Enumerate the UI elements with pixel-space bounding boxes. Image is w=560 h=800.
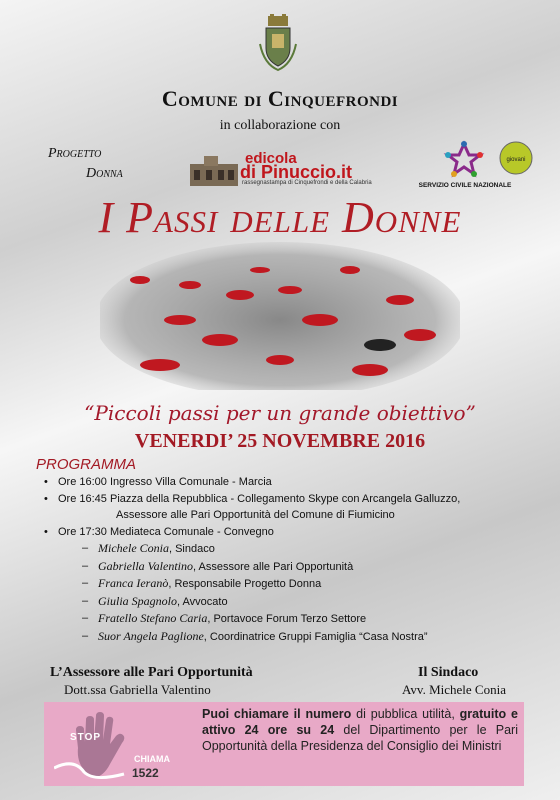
speaker-role: , Assessore alle Pari Opportunità [193, 560, 354, 573]
assessore-title: L’Assessore alle Pari Opportunità [50, 665, 253, 680]
project-label-line1: Progetto [48, 146, 102, 161]
hotline-text-bold2: gratuito e attivo 24 ore su 24 [202, 707, 518, 737]
program-item-skype: • Ore 16:45 Piazza della Repubblica - Collegamento Skype con Arcangela Galluzzo, [44, 491, 460, 508]
speaker-item [44, 540, 460, 558]
building-icon [190, 154, 238, 186]
chiama-label: CHIAMA [134, 754, 170, 764]
municipal-crest-icon [258, 14, 298, 74]
speaker-role: , Portavoce Forum Terzo Settore [207, 613, 367, 625]
speaker-role: , Avvocato [177, 595, 228, 608]
program-item-skype-cont: Assessore alle Pari Opportunità del Comune di Fiumicino [116, 509, 395, 521]
speaker-item [44, 575, 460, 593]
hotline-banner [44, 702, 524, 786]
hand-stop-icon [54, 708, 144, 782]
speaker-item [44, 610, 460, 628]
sindaco-name: Avv. Michele Conia [402, 682, 506, 697]
speaker-name: Franca Ieranò [98, 576, 169, 590]
stop-label: STOP [70, 732, 102, 743]
speaker-item [44, 628, 460, 646]
program-item-convegno: • Ore 17:30 Mediateca Comunale - Convegno [44, 524, 460, 541]
speaker-name: Suor Angela Paglione [98, 628, 204, 643]
hotline-text-bold1: Puoi chiamare il numero [202, 707, 352, 721]
hotline-text-part2: del Dipartimento per le Pari Opportunità della Presidenza del Consiglio dei Ministri [202, 723, 518, 753]
speaker-role: , Responsabile Progetto Donna [168, 578, 322, 590]
servizio-civile-label: SERVIZIO CIVILE NAZIONALE [418, 182, 512, 189]
program-item-marcia: • Ore 16:00 Ingresso Villa Comunale - Marcia [44, 474, 460, 491]
event-date: VENERDI’ 25 NOVEMBRE 2016 [134, 430, 426, 452]
speaker-role: , Coordinatrice Gruppi Famiglia “Casa Nostra” [203, 630, 428, 643]
edicola-logo [190, 150, 372, 190]
event-title: I Passi delle Donne [98, 193, 462, 242]
speaker-name: Gabriella Valentino [98, 558, 193, 573]
edicola-name-line2: di Pinuccio.it [240, 162, 353, 182]
municipality-name: Comune di Cinquefrondi [161, 86, 399, 111]
assessore-name: Dott.ssa Gabriella Valentino [64, 682, 211, 697]
giovani-badge-text: giovani [506, 157, 526, 163]
speaker-role: , Sindaco [168, 543, 215, 555]
speaker-name: Michele Conia [98, 541, 169, 555]
edicola-tagline: rassegnastampa di Cinquefrondi e della Calabria [242, 180, 372, 186]
programma-heading: PROGRAMMA [36, 456, 137, 473]
hotline-text-part1: di pubblica utilità, [351, 707, 460, 721]
project-label-line2: Donna [86, 166, 123, 181]
hotline-number: 1522 [132, 766, 159, 780]
speaker-item [44, 593, 460, 611]
hotline-text [202, 706, 518, 754]
speaker-item [44, 558, 460, 576]
collaboration-text: in collaborazione con [219, 118, 341, 133]
sindaco-title: Il Sindaco [418, 665, 479, 680]
speaker-name: Fratello Stefano Caria [98, 611, 208, 625]
edicola-name-line1: edicola [245, 150, 297, 167]
speaker-name: Giulia Spagnolo [98, 593, 178, 608]
red-shoes-photo [100, 240, 460, 390]
event-slogan: “Piccoli passi per un grande obiettivo” [84, 401, 476, 425]
program-list [44, 474, 460, 645]
